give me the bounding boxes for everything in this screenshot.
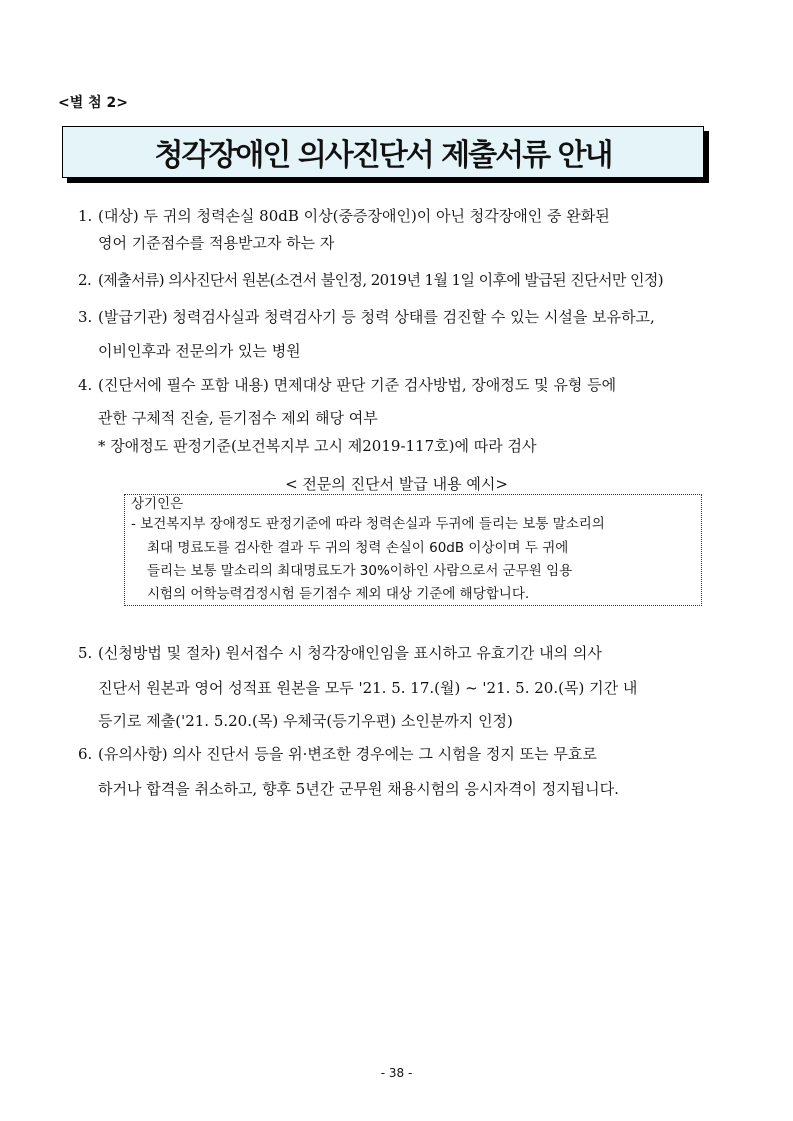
example-line: 최대 명료도를 검사한 결과 두 귀의 청력 손실이 60dB 이상이며 두 귀에 bbox=[147, 540, 569, 556]
item-text: (유의사항) 의사 진단서 등을 위·변조한 경우에는 그 시험을 정지 또는 무효로 bbox=[98, 745, 597, 763]
note: * 장애정도 판정기준(보건복지부 고시 제2019-117호)에 따라 검사 bbox=[98, 437, 537, 455]
item-number: 6. bbox=[78, 745, 93, 763]
item-continuation: 이비인후과 전문의가 있는 병원 bbox=[98, 342, 301, 360]
list-item-3 bbox=[78, 307, 758, 327]
example-box bbox=[124, 494, 702, 606]
list-item-2 bbox=[78, 270, 758, 290]
list-item-4 bbox=[78, 375, 758, 395]
list-item-5 bbox=[78, 643, 758, 663]
item-continuation: 영어 기준점수를 적용받고자 하는 자 bbox=[98, 234, 335, 252]
item-number: 4. bbox=[78, 376, 93, 394]
item-continuation: 관한 구체적 진술, 듣기점수 제외 해당 여부 bbox=[98, 409, 378, 427]
title-box bbox=[62, 126, 704, 178]
example-line: 시험의 어학능력검정시험 듣기점수 제외 대상 기준에 해당합니다. bbox=[147, 586, 530, 602]
example-header: 상기인은 bbox=[131, 496, 184, 512]
attachment-label: <별 첨 2> bbox=[58, 95, 128, 111]
item-text: (발급기관) 청력검사실과 청력검사기 등 청력 상태를 검진할 수 있는 시설을 보유하고, bbox=[98, 308, 655, 326]
page-number: - 38 - bbox=[380, 1066, 413, 1080]
example-line: 들리는 보통 말소리의 최대명료도가 30%이하인 사람으로서 군무원 임용 bbox=[147, 563, 573, 579]
item-text: (대상) 두 귀의 청력손실 80dB 이상(중증장애인)이 아닌 청각장애인 중 완화된 bbox=[98, 207, 610, 225]
list-item-6 bbox=[78, 744, 758, 764]
item-continuation: 진단서 원본과 영어 성적표 원본을 모두 '21. 5. 17.(월) ~ '21. 5. 20.(목) 기간 내 bbox=[98, 679, 638, 697]
item-continuation: 등기로 제출('21. 5.20.(목) 우체국(등기우편) 소인분까지 인정) bbox=[98, 712, 513, 730]
item-text: (진단서에 필수 포함 내용) 면제대상 판단 기준 검사방법, 장애정도 및 유형 등에 bbox=[98, 376, 617, 394]
item-number: 2. bbox=[78, 271, 92, 289]
item-number: 1. bbox=[78, 207, 93, 225]
example-line: - 보건복지부 장애정도 판정기준에 따라 청력손실과 두귀에 들리는 보통 말소리의 bbox=[131, 516, 605, 532]
example-title: < 전문의 진단서 발급 내용 예시> bbox=[285, 475, 508, 493]
item-continuation: 하거나 합격을 취소하고, 향후 5년간 군무원 채용시험의 응시자격이 정지됩니다. bbox=[98, 780, 619, 798]
item-number: 3. bbox=[78, 308, 93, 326]
item-text: (제출서류) 의사진단서 원본(소견서 불인정, 2019년 1월 1일 이후에 발급된 진단서만 인정) bbox=[98, 271, 664, 289]
document-title: 청각장애인 의사진단서 제출서류 안내 bbox=[154, 138, 612, 173]
item-number: 5. bbox=[78, 644, 93, 662]
list-item-1 bbox=[78, 206, 758, 226]
item-text: (신청방법 및 절차) 원서접수 시 청각장애인임을 표시하고 유효기간 내의 의사 bbox=[98, 644, 602, 662]
